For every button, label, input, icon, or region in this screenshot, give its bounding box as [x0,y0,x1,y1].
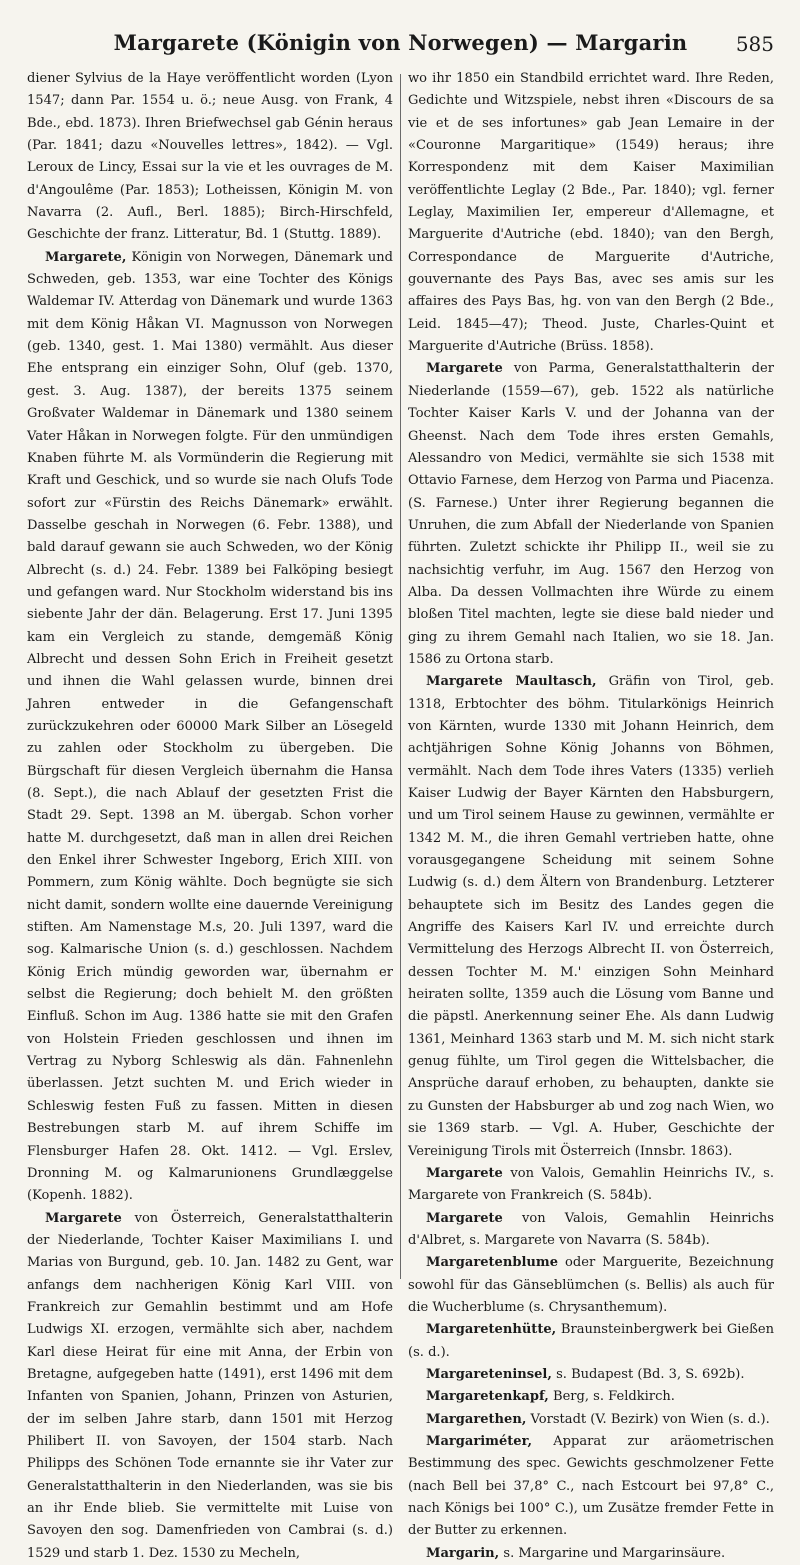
entry-lemma: Margarethen, [426,1411,527,1427]
entry-text: wo ihr 1850 ein Standbild errichtet ward. Ihre Reden, Gedichte und Witzspiele, nebst ihren «Discours de sa vie et de ses infortunes» gab Jean Lemaire in der «Couronne Margaritique» (1549) heraus; ihre Korrespondenz mit dem Kaiser Maximilian veröffentlichte Leglay (2 Bde., Par. 1840); vgl. ferner Leglay, Maximilien Ier, empereur d'Allemagne, et Marguerite d'Autriche (ebd. 1840); van den Bergh, Correspondance de Marguerite d'Autriche, gouvernante des Pays Bas, avec ses amis sur les affaires des Pays Bas, hg. von van den Bergh (2 Bde., Leid. 1845—47); Theod. Juste, Charles-Quint et Marguerite d'Autriche (Brüss. 1858). [408,71,774,355]
entry [408,671,774,1163]
entry [408,1543,774,1565]
running-head: Margarete (Königin von Norwegen) — Margarin [113,30,688,55]
entry [27,247,393,1208]
entry-text: s. Budapest (Bd. 3, S. 692b). [556,1366,745,1382]
entry-lemma: Margaretenhütte, [426,1322,557,1338]
entry [27,1208,393,1565]
entry-lemma: Margarete, [45,249,127,265]
entry-lemma: Margarete [426,1210,503,1226]
entry-lemma: Margareteninsel, [426,1366,552,1382]
entry-text: Königin von Norwegen, Dänemark und Schweden, geb. 1353, war eine Tochter des Königs Waldemar IV. Atterdag von Dänemark und wurde 1363 mit dem König Håkan VI. Magnusson von Norwegen (geb. 1340, gest. 1. Mai 1380) vermählt. Aus dieser Ehe entsprang ein einziger Sohn, Oluf (geb. 1370, gest. 3. Aug. 1387), der bereits 1375 seinem Großvater Waldemar in Dänemark und 1380 seinem Vater Håkan in Norwegen folgte. Für den unmündigen Knaben führte M. als Vormünderin die Regierung mit Kraft und Geschick, und so wurde sie nach Olufs Tode sofort zur «Fürstin des Reichs Dänemark» erwählt. Dasselbe geschah in Norwegen (6. Febr. 1388), und bald darauf gewann sie auch Schweden, wo der König Albrecht (s. d.) 24. Febr. 1389 bei Falköping besiegt und gefangen ward. Nur Stockholm widerstand bis ins siebente Jahr der dän. Belagerung. Erst 17. Juni 1395 kam ein Vergleich zu stande, demgemäß König Albrecht und dessen Sohn Erich in Freiheit gesetzt und ihnen die Wahl gelassen wurde, binnen drei Jahren entweder in die Gefangenschaft zurückzukehren oder 60000 Mark Silber an Lösegeld zu zahlen oder Stockholm zu übergeben. Die Bürgschaft für diesen Vergleich übernahm die Hansa (8. Sept.), die nach Ablauf der gesetzten Frist die Stadt 29. Sept. 1398 an M. übergab. Schon vorher hatte M. durchgesetzt, daß man in allen drei Reichen den Enkel ihrer Schwester Ingeborg, Erich XIII. von Pommern, zum König wählte. Doch begnügte sie sich nicht damit, sondern wollte eine dauernde Vereinigung stiften. Am Namenstage M.s, 20. Juli 1397, ward die sog. Kalmarische Union (s. d.) geschlossen. Nachdem König Erich mündig geworden war, übernahm er selbst die Regierung; doch behielt M. den größten Einfluß. Schon im Aug. 1386 hatte sie mit den Grafen von Holstein Frieden geschlossen und ihnen im Vertrag zu Nyborg Schleswig als dän. Fahnenlehn überlassen. Jetzt suchten M. und Erich wieder in Schleswig festen Fuß zu fassen. Mitten in diesen Bestrebungen starb M. auf ihrem Schiffe im Flensburger Hafen 28. Okt. 1412. — Vgl. Erslev, Dronning M. og Kalmarunionens Grundlæggelse (Kopenh. 1882). [27,249,393,1204]
left-column [27,68,393,1561]
page-header [27,30,774,70]
right-column [408,68,774,1561]
entry-text: von Parma, Generalstatthalterin der Niederlande (1559—67), geb. 1522 als natürliche Tochter Kaiser Karls V. und der Johanna van der Gheenst. Nach dem Tode ihres ersten Gemahls, Alessandro von Medici, vermählte sie sich 1538 mit Ottavio Farnese, dem Herzog von Parma und Piacenza. (S. Farnese.) Unter ihrer Regierung begannen die Unruhen, die zum Abfall der Niederlande von Spanien führten. Zuletzt schickte ihr Philipp II., weil sie zu nachsichtig verfuhr, im Aug. 1567 den Herzog von Alba. Da dessen Vollmachten ihre Würde zu einem bloßen Titel machten, legte sie diese bald nieder und ging zu ihrem Gemahl nach Italien, wo sie 18. Jan. 1586 zu Ortona starb. [408,361,774,667]
entry-lemma: Margarete Maultasch, [426,674,597,690]
entry-text: s. Margarine und Margarinsäure. [503,1545,726,1561]
entry [408,1431,774,1543]
entry [408,1163,774,1208]
entry-text: Gräfin von Tirol, geb. 1318, Erbtochter des böhm. Titularkönigs Heinrich von Kärnten, wurde 1330 mit Johann Heinrich, dem achtjährigen Sohne König Johanns von Böhmen, vermählt. Nach dem Tode ihres Vaters (1335) verlieh Kaiser Ludwig der Bayer Kärnten den Habsburgern, und um Tirol seinem Hause zu gewinnen, vermählte er 1342 M. M., die ihren Gemahl vertrieben hatte, ohne vorausgegangene Scheidung mit seinem Sohne Ludwig (s. d.) dem Ältern von Brandenburg. Letzterer behauptete sich im Besitz des Landes gegen die Angriffe des Kaisers Karl IV. und erreichte durch Vermittelung des Herzogs Albrecht II. von Österreich, dessen Tochter M. M.' einzigen Sohn Meinhard heiraten sollte, 1359 auch die Lösung vom Banne und die päpstl. Anerkennung seiner Ehe. Als dann Ludwig 1361, Meinhard 1363 starb und M. M. sich nicht stark genug fühlte, um Tirol gegen die Wittelsbacher, die Ansprüche darauf erhoben, zu behaupten, dankte sie zu Gunsten der Habsburger ab und zog nach Wien, wo sie 1369 starb. — Vgl. A. Huber, Geschichte der Vereinigung Tirols mit Österreich (Innsbr. 1863). [408,674,774,1159]
text-columns [27,68,774,1561]
entry-continuation [408,68,774,358]
entry-continuation [27,68,393,247]
entry-text: diener Sylvius de la Haye veröffentlicht worden (Lyon 1547; dann Par. 1554 u. ö.; neue Ausg. von Frank, 4 Bde., ebd. 1873). Ihren Briefwechsel gab Génin heraus (Par. 1841; dazu «Nouvelles lettres», 1842). — Vgl. Leroux de Lincy, Essai sur la vie et les ouvrages de M. d'Angoulême (Par. 1853); Lotheissen, Königin M. von Navarra (2. Aufl., Berl. 1885); Birch-Hirschfeld, Geschichte der franz. Litteratur, Bd. 1 (Stuttg. 1889). [27,71,393,243]
entry-text: von Valois, Gemahlin Heinrichs IV., s. Margarete von Frankreich (S. 584b). [408,1165,774,1204]
entry-lemma: Margarete [426,1165,503,1181]
entry-text: Braunsteinbergwerk bei Gießen (s. d.). [408,1322,774,1360]
entry-lemma: Margariméter, [426,1433,533,1449]
entry-text: Apparat zur aräometrischen Bestimmung des spec. Gewichts geschmolzener Fette (nach Bell bei 37,8° C., nach Estcourt bei 97,8° C., nach Königs bei 100° C.), um Zusätze fremder Fette in der Butter zu erkennen. [408,1433,774,1539]
entry-lemma: Margarin, [426,1545,500,1561]
entry [408,1364,774,1386]
entry [408,1386,774,1408]
entry [408,1252,774,1319]
column-divider [400,74,401,1279]
entry-lemma: Margarete [45,1210,122,1226]
entry [408,358,774,671]
entry [408,1208,774,1253]
entry-lemma: Margaretenblume [426,1255,559,1271]
entry [408,1319,774,1364]
entry-lemma: Margarete [426,361,503,377]
entry-lemma: Margaretenkapf, [426,1389,549,1405]
entry-text: Berg, s. Feldkirch. [552,1389,675,1405]
entry-text: Vorstadt (V. Bezirk) von Wien (s. d.). [530,1411,770,1427]
entry [408,1409,774,1431]
page-number: 585 [735,32,774,56]
entry-text: oder Marguerite, Bezeichnung sowohl für das Gänseblümchen (s. Bellis) als auch für die Wucherblume (s. Chrysanthemum). [408,1255,774,1315]
entry-text: von Österreich, Generalstatthalterin der Niederlande, Tochter Kaiser Maximilians I. und Marias von Burgund, geb. 10. Jan. 1482 zu Gent, war anfangs dem nachherigen König Karl VIII. von Frankreich zur Gemahlin bestimmt und am Hofe Ludwigs XI. erzogen, vermählte sich aber, nachdem Karl diese Heirat für eine mit Anna, der Erbin von Bretagne, aufgegeben hatte (1491), erst 1496 mit dem Infanten von Spanien, Johann, Prinzen von Asturien, der im selben Jahre starb, dann 1501 mit Herzog Philibert II. von Savoyen, der 1504 starb. Nach Philipps des Schönen Tode ernannte sie ihr Vater zur Generalstatthalterin in den Niederlanden, was sie bis an ihr Ende blieb. Sie vermittelte mit Luise von Savoyen den sog. Damenfrieden von Cambrai (s. d.) 1529 und starb 1. Dez. 1530 zu Mecheln, [27,1210,393,1561]
entry-text: von Valois, Gemahlin Heinrichs d'Albret, s. Margarete von Navarra (S. 584b). [408,1210,774,1248]
